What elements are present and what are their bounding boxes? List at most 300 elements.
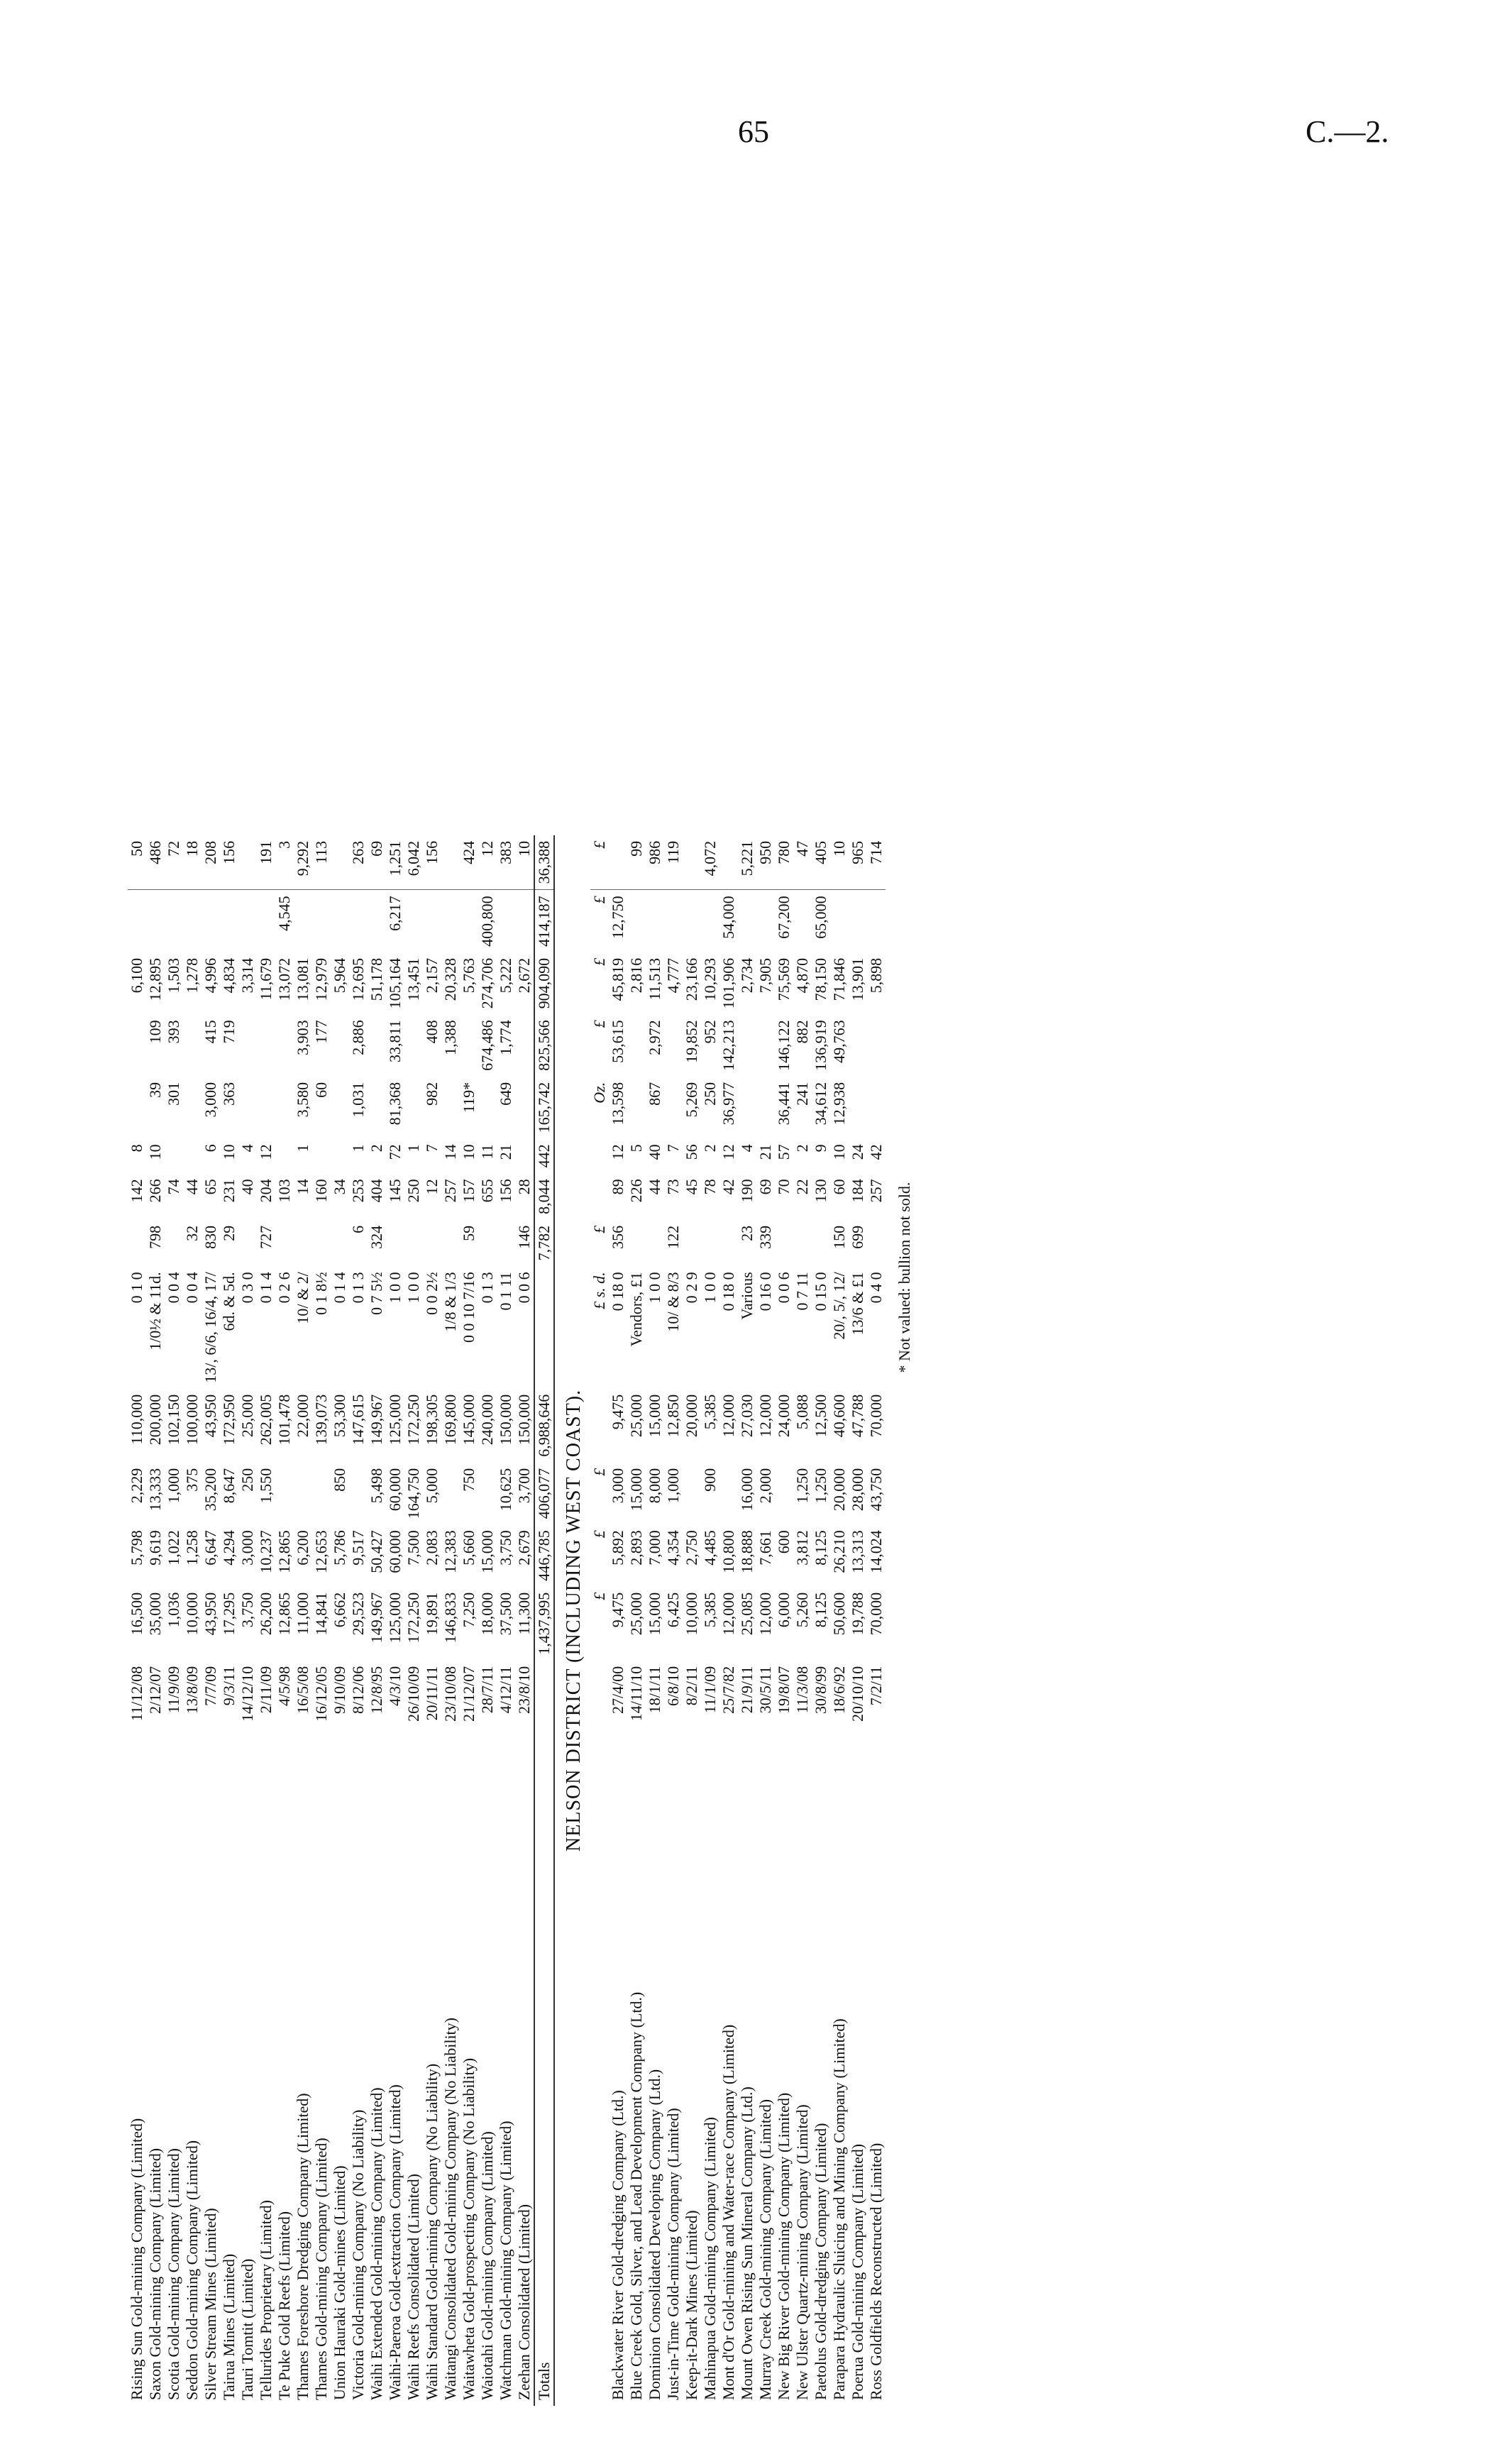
value-cell (404, 1220, 423, 1267)
value-cell: 130 (812, 1179, 829, 1203)
value-cell: 9,475 (609, 1592, 627, 1628)
value-cell: 13,072 (275, 957, 293, 1001)
value-cell: 415 (202, 1020, 219, 1044)
value-cell: 25/7/82 (719, 1666, 737, 1714)
value-cell: 20,000 (683, 1394, 700, 1438)
company-name-cell: Mont d'Or Gold-mining and Water-race Company (Limited) (719, 2024, 737, 2400)
table-row (756, 835, 775, 2406)
value-cell (460, 1014, 478, 1077)
value-cell: 3,000 (609, 1468, 627, 1504)
table-row (404, 835, 423, 2406)
table-group-c (609, 835, 886, 2406)
value-cell: £ (590, 835, 609, 890)
value-cell (683, 835, 701, 890)
value-cell: 5,000 (423, 1468, 441, 1504)
value-cell: 10 (515, 835, 534, 890)
value-cell: 0 4 0 (867, 1272, 885, 1304)
value-cell: 240,000 (478, 1394, 496, 1446)
value-cell: 0 7 5½ (368, 1272, 385, 1315)
value-cell: 51,178 (368, 957, 385, 1001)
value-cell (441, 1463, 460, 1525)
value-cell: 16,500 (128, 1592, 145, 1636)
company-name-cell: Poerua Gold-mining Company (Limited) (849, 2143, 866, 2400)
value-cell: 7,500 (404, 1530, 422, 1566)
value-cell (627, 1014, 646, 1077)
value-cell: 649 (497, 1082, 514, 1106)
company-name-cell: Silver Stream Mines (Limited) (202, 2208, 219, 2400)
value-cell: 0 0 2½ (423, 1272, 441, 1315)
value-cell: 4/12/11 (497, 1666, 514, 1714)
company-name-cell: Paetolus Gold-dredging Company (Limited) (812, 2123, 829, 2400)
value-cell (128, 1014, 146, 1077)
value-cell: 13,333 (146, 1468, 164, 1512)
table-group-a (128, 835, 220, 2406)
value-cell: £ (590, 1468, 608, 1476)
value-cell (590, 1173, 609, 1220)
value-cell: £ (590, 957, 608, 966)
value-cell: 102,150 (165, 1394, 182, 1446)
value-cell: 4,294 (220, 1530, 238, 1566)
value-cell: 6,217 (386, 896, 404, 931)
value-cell: 414,187 (534, 890, 554, 952)
value-cell: 44 (183, 1179, 201, 1195)
table-row (830, 835, 849, 2406)
table-row (331, 835, 349, 2406)
value-cell (775, 1463, 793, 1525)
value-cell: 12,383 (441, 1530, 459, 1573)
value-cell (683, 1220, 701, 1267)
value-cell: 0 1 3 (349, 1272, 367, 1304)
value-cell (238, 1014, 257, 1077)
company-name-cell: Zeehan Consolidated (Limited) (515, 2204, 533, 2400)
value-cell: 28/7/11 (478, 1666, 496, 1714)
value-cell: 18 (183, 835, 202, 890)
value-cell: 21/12/07 (460, 1666, 478, 1722)
value-cell: 184 (849, 1179, 866, 1203)
value-cell (257, 1014, 275, 1077)
value-cell (312, 1220, 331, 1267)
value-cell: 15,000 (478, 1530, 496, 1573)
value-cell: 75,569 (775, 957, 793, 1001)
company-name-cell: Dominion Consolidated Developing Company (Ltd.) (646, 2069, 663, 2400)
value-cell: 16,000 (738, 1468, 756, 1512)
value-cell: 9/3/11 (220, 1666, 238, 1706)
value-cell: 70 (775, 1179, 793, 1195)
table-row (275, 835, 294, 2406)
value-cell: 16/12/05 (312, 1666, 330, 1722)
value-cell: 0 0 4 (183, 1272, 201, 1304)
value-cell: 375 (183, 1468, 201, 1492)
company-name-cell: Blackwater River Gold-dredging Company (Ltd.) (609, 2090, 627, 2400)
value-cell: 0 0 6 (775, 1272, 793, 1304)
value-cell: 10 (830, 835, 849, 890)
value-cell: 3,314 (238, 957, 256, 994)
value-cell (404, 1077, 423, 1139)
value-cell: 27,030 (738, 1394, 756, 1438)
value-cell: 15,000 (646, 1592, 663, 1636)
value-cell: 32 (183, 1225, 201, 1241)
value-cell: 4/3/10 (386, 1666, 404, 1706)
value-cell: 1/8 & 1/3 (441, 1272, 459, 1332)
value-cell: 2,083 (423, 1530, 441, 1566)
value-cell: 257 (867, 1179, 885, 1203)
value-cell (257, 890, 275, 952)
value-cell: 719 (220, 1020, 238, 1044)
value-cell: 44 (646, 1179, 663, 1195)
value-cell (238, 1077, 257, 1139)
value-cell: 8,000 (646, 1468, 663, 1504)
value-cell: 40 (238, 1179, 256, 1195)
value-cell: 1,258 (183, 1530, 201, 1566)
value-cell (349, 890, 368, 952)
value-cell: 78 (701, 1179, 719, 1195)
value-cell: 37,500 (497, 1592, 514, 1636)
value-cell (478, 1077, 497, 1139)
value-cell: 266 (146, 1179, 164, 1203)
company-name-cell: Waihi-Paeroa Gold-extraction Company (Limited) (386, 2084, 404, 2400)
value-cell (830, 890, 849, 952)
value-cell: 13/8/09 (183, 1666, 201, 1714)
value-cell: 8,647 (220, 1468, 238, 1504)
value-cell: 204 (257, 1179, 275, 1203)
value-cell (220, 890, 238, 952)
value-cell: 4,354 (664, 1530, 682, 1566)
value-cell: 20/11/11 (423, 1666, 441, 1721)
value-cell: 655 (478, 1179, 496, 1203)
company-name-cell: Waiotahi Gold-mining Company (Limited) (478, 2131, 496, 2400)
value-cell: 71,846 (830, 957, 848, 1001)
value-cell: 25,085 (738, 1592, 756, 1636)
value-cell: 393 (165, 1020, 182, 1044)
value-cell: 125,000 (386, 1394, 404, 1446)
value-cell: 101,906 (719, 957, 737, 1009)
value-cell: 714 (867, 835, 886, 890)
value-cell: 12/8/95 (368, 1666, 385, 1714)
value-cell: 2,886 (349, 1020, 367, 1055)
value-cell: 190 (738, 1179, 756, 1203)
value-cell: 250 (701, 1082, 719, 1106)
value-cell (423, 890, 441, 952)
value-cell: 0 0 4 (165, 1272, 182, 1304)
value-cell: 3 (275, 835, 294, 890)
value-cell: Oz. (590, 1082, 608, 1104)
value-cell: 262,005 (257, 1394, 275, 1446)
value-cell (515, 890, 534, 952)
value-cell: 103 (275, 1179, 293, 1203)
value-cell: 172,250 (404, 1394, 422, 1446)
value-cell (238, 1220, 257, 1267)
value-cell: 78,150 (812, 957, 829, 1001)
value-cell: 45,819 (609, 957, 627, 1001)
company-name-cell: Te Puke Gold Reefs (Limited) (275, 2211, 293, 2400)
value-cell (738, 890, 756, 952)
value-cell: 19,891 (423, 1592, 441, 1636)
value-cell: 13,313 (849, 1530, 866, 1573)
value-cell: 2/12/07 (146, 1666, 164, 1714)
company-name-cell: Victoria Gold-mining Company (No Liability) (349, 2109, 367, 2400)
company-name-cell: Keep-it-Dark Mines (Limited) (683, 2210, 700, 2400)
value-cell: 150 (830, 1225, 848, 1249)
value-cell: 57 (775, 1144, 793, 1160)
value-cell: 136,919 (812, 1020, 829, 1071)
value-cell: 200,000 (146, 1394, 164, 1446)
value-cell: 156 (497, 1179, 514, 1203)
value-cell: 1,250 (793, 1468, 811, 1504)
company-name-cell: Watchman Gold-mining Company (Limited) (497, 2121, 514, 2400)
company-name-cell: Waitangi Consolidated Gold-mining Company (No Liability) (441, 2018, 459, 2400)
value-cell: 5,260 (793, 1592, 811, 1628)
company-name-cell: Mahinapua Gold-mining Company (Limited) (701, 2117, 719, 2400)
table-row (515, 835, 534, 2406)
value-cell: 73 (664, 1179, 682, 1195)
value-cell: 674,486 (478, 1020, 496, 1071)
value-cell: 81,368 (386, 1082, 404, 1126)
company-name-cell: Waihi Standard Gold-mining Company (No Liability) (423, 2063, 441, 2400)
value-cell (867, 890, 886, 952)
value-cell: £ (590, 1592, 608, 1600)
value-cell: 324 (368, 1225, 385, 1249)
value-cell: 11/1/09 (701, 1666, 719, 1714)
value-cell: 6,200 (294, 1530, 311, 1566)
value-cell: 0 1 3 (478, 1272, 496, 1304)
table-row (183, 835, 202, 2406)
value-cell (128, 890, 146, 952)
document-reference: C.—2. (1306, 114, 1389, 149)
value-cell: 122 (664, 1225, 682, 1249)
value-cell: 34 (331, 1179, 348, 1195)
value-cell: 21 (756, 1144, 774, 1160)
value-cell (441, 890, 460, 952)
value-cell: 35,000 (146, 1592, 164, 1636)
table-row (146, 835, 165, 2406)
value-cell: 40,600 (830, 1394, 848, 1438)
table-row (165, 835, 183, 2406)
value-cell (331, 1014, 349, 1077)
value-cell (312, 890, 331, 952)
value-cell: 59 (460, 1225, 478, 1241)
value-cell: 424 (460, 835, 478, 890)
value-cell: 2,679 (515, 1530, 533, 1566)
value-cell: 0 1 0 (128, 1272, 145, 1304)
value-cell: 11,679 (257, 957, 275, 1001)
value-cell (257, 1077, 275, 1139)
value-cell: 7,000 (646, 1530, 663, 1566)
value-cell: 6 (202, 1144, 219, 1153)
value-cell: 198,305 (423, 1394, 441, 1446)
table-row (701, 835, 719, 2406)
value-cell (775, 1220, 793, 1267)
value-cell: 10,293 (701, 957, 719, 1001)
value-cell (331, 1077, 349, 1139)
value-cell (683, 1463, 701, 1525)
value-cell (183, 890, 202, 952)
value-cell: 8 (128, 1144, 145, 1153)
value-cell: 49,763 (830, 1020, 848, 1063)
value-cell: Various (738, 1272, 756, 1320)
value-cell (165, 1220, 183, 1267)
value-cell: 405 (812, 835, 830, 890)
value-cell: 50,427 (368, 1530, 385, 1573)
value-cell (294, 1463, 312, 1525)
value-cell (146, 890, 165, 952)
value-cell: 18/1/11 (646, 1666, 663, 1714)
value-cell: 5,222 (497, 957, 514, 994)
value-cell: 65 (202, 1179, 219, 1195)
value-cell: 208 (202, 835, 220, 890)
value-cell (294, 1220, 312, 1267)
value-cell: 2,000 (756, 1468, 774, 1504)
table-row (664, 835, 683, 2406)
value-cell (683, 890, 701, 952)
value-cell (331, 835, 349, 890)
value-cell (368, 890, 386, 952)
value-cell: 1,550 (257, 1468, 275, 1504)
value-cell: 18/6/92 (830, 1666, 848, 1714)
value-cell: 1 (349, 1144, 367, 1153)
value-cell: 12,850 (664, 1394, 682, 1438)
value-cell: 67,200 (775, 896, 793, 939)
table-row (627, 835, 646, 2406)
value-cell: 43,950 (202, 1592, 219, 1636)
value-cell (386, 1220, 404, 1267)
value-cell: 3,000 (202, 1082, 219, 1118)
value-cell: 2,672 (515, 957, 533, 994)
value-cell: 42 (867, 1144, 885, 1160)
value-cell (701, 890, 719, 952)
table-row (202, 835, 220, 2406)
value-cell: 0 1 4 (257, 1272, 275, 1304)
value-cell: 446,785 (534, 1524, 554, 1587)
value-cell: 13/6 & £1 (849, 1272, 866, 1336)
value-cell (515, 1138, 534, 1173)
value-cell: 2,157 (423, 957, 441, 994)
value-cell: 147,615 (349, 1394, 367, 1446)
value-cell: 5,892 (609, 1530, 627, 1566)
value-cell: 400,800 (478, 896, 496, 947)
value-cell: 14/11/10 (627, 1666, 645, 1722)
value-cell (849, 890, 867, 952)
table-row (812, 835, 830, 2406)
company-name-cell: Thames Gold-mining Company (Limited) (312, 2138, 330, 2400)
value-cell: 3,750 (497, 1530, 514, 1566)
value-cell: 20/10/10 (849, 1666, 866, 1722)
value-cell: 3,750 (238, 1592, 256, 1628)
value-cell: 12,979 (312, 957, 330, 1001)
table-row (478, 835, 497, 2406)
value-cell (238, 835, 257, 890)
value-cell (756, 1014, 775, 1077)
value-cell: 600 (775, 1530, 793, 1554)
value-cell: 12,895 (146, 957, 164, 1001)
value-cell: 3,000 (238, 1530, 256, 1566)
value-cell (849, 1077, 867, 1139)
value-cell: 12,000 (719, 1394, 737, 1438)
value-cell: 20,000 (830, 1468, 848, 1512)
value-cell: 12,865 (275, 1592, 293, 1636)
value-cell (756, 1077, 775, 1139)
value-cell: 191 (257, 835, 275, 890)
table-row (609, 835, 627, 2406)
value-cell: 4,072 (701, 835, 719, 890)
value-cell: 6,647 (202, 1530, 219, 1566)
value-cell: 727 (257, 1225, 275, 1249)
value-cell (331, 1220, 349, 1267)
value-cell: 6,100 (128, 957, 145, 994)
value-cell (275, 1077, 294, 1139)
value-cell: 47 (793, 835, 812, 890)
value-cell (515, 1077, 534, 1139)
value-cell: 6,425 (664, 1592, 682, 1628)
value-cell: 74 (165, 1179, 182, 1195)
value-cell: 33,811 (386, 1020, 404, 1062)
table-row (775, 835, 793, 2406)
value-cell: 8/12/06 (349, 1666, 367, 1714)
value-cell: 60,000 (386, 1468, 404, 1512)
mining-companies-table (128, 835, 886, 2406)
value-cell: 14 (441, 1144, 459, 1160)
value-cell (719, 835, 738, 890)
table-row (738, 835, 756, 2406)
value-cell: 72 (165, 835, 183, 890)
value-cell: 12 (719, 1144, 737, 1160)
table-row (294, 835, 312, 2406)
value-cell (275, 1463, 294, 1525)
value-cell: 2,750 (683, 1530, 700, 1566)
value-cell (534, 1266, 554, 1388)
totals-row (534, 835, 554, 2406)
value-cell: 50 (128, 835, 146, 890)
value-cell: 13,901 (849, 957, 866, 1001)
value-cell (627, 1220, 646, 1267)
value-cell: 12 (478, 835, 497, 890)
value-cell: 15,000 (646, 1394, 663, 1438)
table-row (646, 835, 664, 2406)
value-cell: 0 18 0 (719, 1272, 737, 1311)
value-cell (719, 1220, 738, 1267)
value-cell: £ s. d. (590, 1272, 608, 1309)
value-cell (590, 1389, 609, 1463)
value-cell: 9,475 (609, 1394, 627, 1430)
value-cell: 119* (460, 1082, 478, 1113)
table-totals (534, 835, 554, 2406)
value-cell: 5,898 (867, 957, 885, 994)
value-cell: 89 (609, 1179, 627, 1195)
value-cell: 21 (497, 1144, 514, 1160)
value-cell: 60 (830, 1179, 848, 1195)
value-cell: 142,213 (719, 1020, 737, 1071)
value-cell: 30/8/99 (812, 1666, 829, 1714)
value-cell (719, 1463, 738, 1525)
value-cell (664, 1077, 683, 1139)
value-cell: 6,042 (404, 835, 423, 890)
value-cell: 70,000 (867, 1592, 885, 1636)
value-cell (349, 1463, 368, 1525)
value-cell: 8,044 (534, 1173, 554, 1220)
value-cell: 6/8/10 (664, 1666, 682, 1706)
value-cell: 904,090 (534, 952, 554, 1015)
value-cell: 825,566 (534, 1014, 554, 1077)
table-row (719, 835, 738, 2406)
value-cell: 12 (257, 1144, 275, 1160)
value-cell: 263 (349, 835, 368, 890)
table-row (423, 835, 441, 2406)
table-row (793, 835, 812, 2406)
value-cell: 1,022 (165, 1530, 182, 1566)
value-cell (368, 1014, 386, 1077)
value-cell: 20,328 (441, 957, 459, 1001)
value-cell: 5,385 (701, 1592, 719, 1628)
value-cell: 1,250 (812, 1468, 829, 1504)
